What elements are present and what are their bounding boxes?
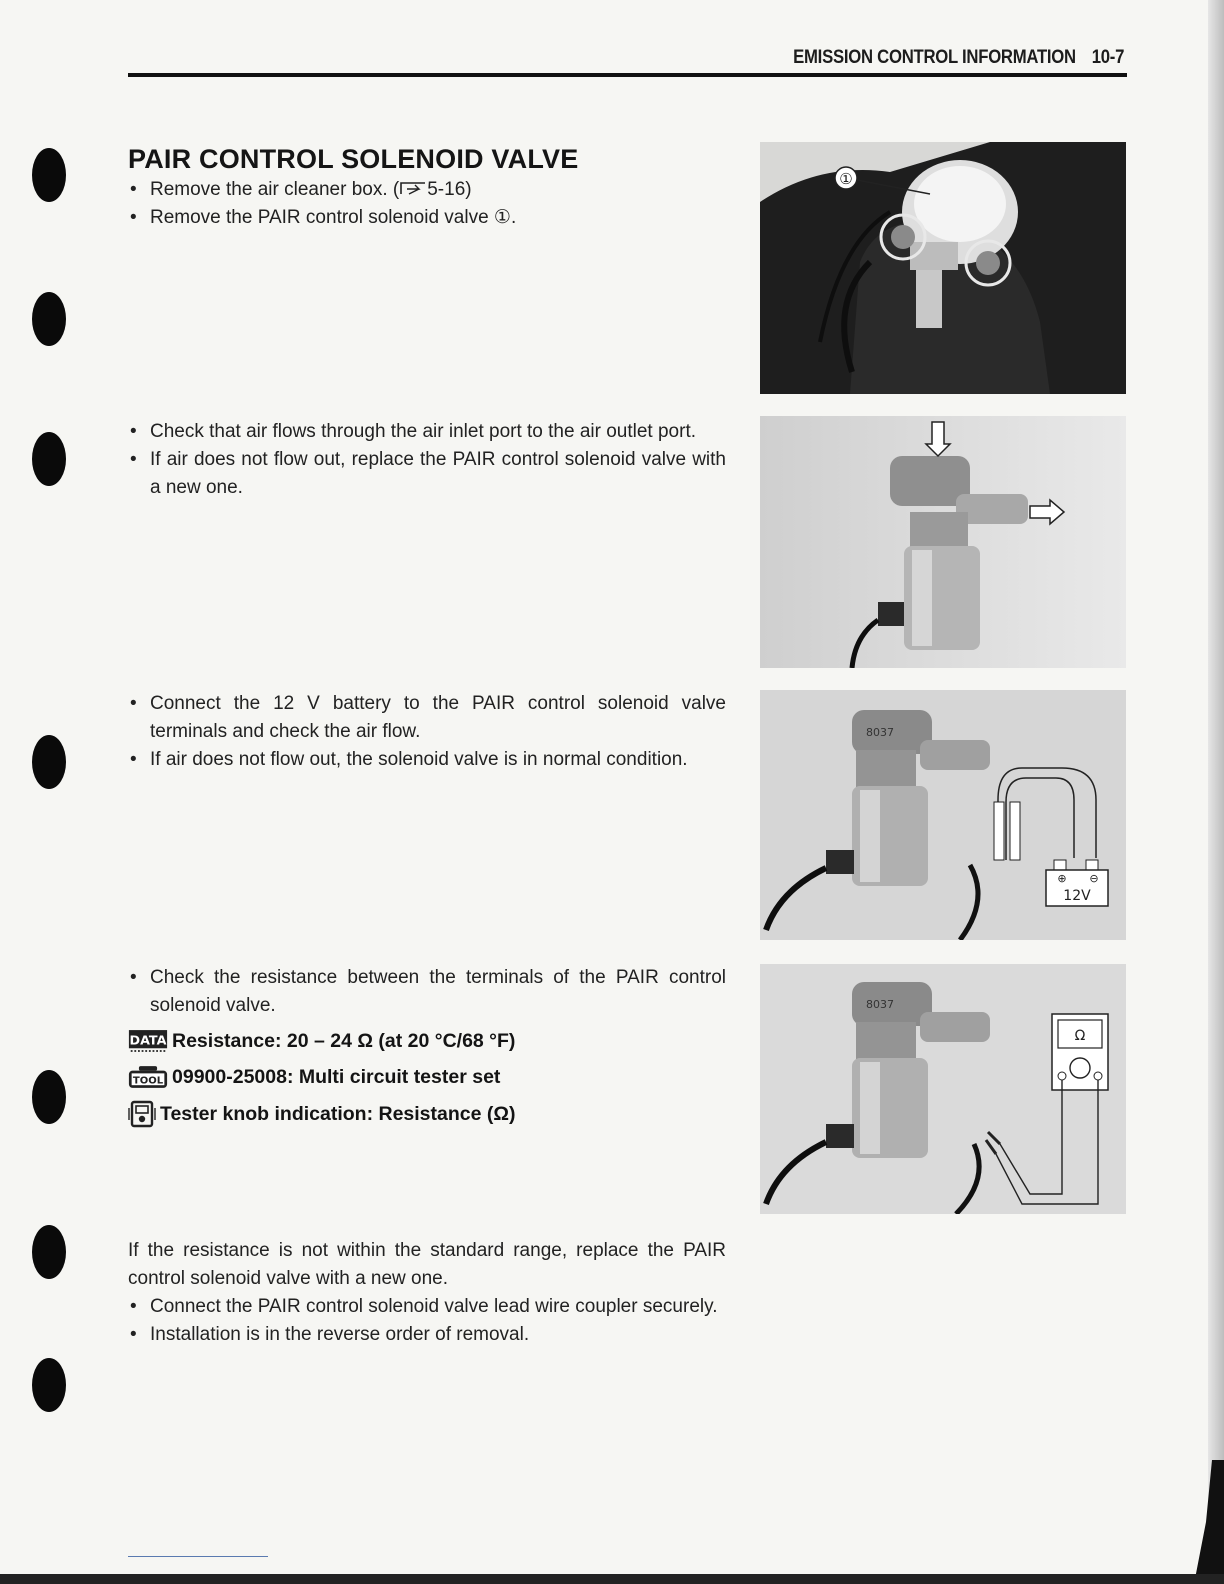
tester-knob-indication: Tester knob indication: Resistance (Ω) [160,1102,516,1125]
bullet-connect-coupler: • Connect the PAIR control solenoid valve lead wire coupler securely. [128,1293,726,1321]
figure-battery-test [760,690,1126,940]
page-number: 10-7 [1091,47,1124,68]
svg-text:①: ① [839,170,853,188]
binder-hole [32,1225,66,1279]
resistance-test-photo [760,964,1126,1214]
data-icon [128,1028,168,1054]
page-bottom-edge [0,1574,1224,1584]
header-rule [128,73,1127,77]
running-header [793,47,1124,69]
svg-text:8037: 8037 [866,998,894,1011]
svg-text:12V: 12V [1063,888,1091,904]
svg-text:⊕: ⊕ [1057,872,1067,885]
step-final [128,1237,726,1349]
footer-rule [128,1556,268,1557]
page-title: PAIR CONTROL SOLENOID VALVE [128,144,579,174]
figure-airflow [760,416,1126,668]
battery-test-photo [760,690,1126,940]
binder-hole [32,1358,66,1412]
step-resistance-check [128,964,726,1020]
resistance-spec: Resistance: 20 – 24 Ω (at 20 °C/68 °F) [172,1029,516,1052]
reference-arrow-icon [399,180,427,196]
airflow-photo [760,416,1126,668]
spec-knob [128,1100,516,1128]
bullet-remove-valve: • Remove the PAIR control solenoid valve ①. [128,204,726,232]
bullet-replace-valve: • If air does not flow out, replace the PAIR control solenoid valve with a new one. [128,446,726,502]
svg-text:DATA: DATA [129,1032,167,1048]
bullet-check-airflow: • Check that air flows through the air inlet port to the air outlet port. [128,418,726,446]
figure-valve-location [760,142,1126,394]
section-title: EMISSION CONTROL INFORMATION [793,47,1076,68]
step-remove [128,176,726,232]
spec-resistance [128,1028,515,1054]
bullet-remove-air-cleaner: • Remove the air cleaner box. ( 5-16) [128,176,726,204]
special-tool: 09900-25008: Multi circuit tester set [172,1065,501,1088]
figure-resistance-test [760,964,1126,1214]
tool-icon [128,1064,168,1090]
bullet-connect-battery: • Connect the 12 V battery to the PAIR control solenoid valve terminals and check the air flow. [128,690,726,746]
bullet-check-resistance: • Check the resistance between the terminals of the PAIR control solenoid valve. [128,964,726,1020]
svg-text:⊖: ⊖ [1089,872,1099,885]
bullet-installation: • Installation is in the reverse order of removal. [128,1321,726,1349]
binder-hole [32,735,66,789]
step-battery-check [128,690,726,774]
binder-hole [32,1070,66,1124]
binder-hole [32,148,66,202]
tester-knob-icon [128,1100,156,1128]
binder-hole [32,292,66,346]
step-airflow-check [128,418,726,502]
bullet-normal-condition: • If air does not flow out, the solenoid valve is in normal condition. [128,746,726,774]
spec-tool [128,1064,500,1090]
valve-location-photo [760,142,1126,394]
svg-text:8037: 8037 [866,726,894,739]
replace-if-out-of-range: If the resistance is not within the standard range, replace the PAIR control solenoid valve with a new one. [128,1240,726,1289]
page-right-edge [1208,0,1224,1584]
svg-text:Ω: Ω [1074,1028,1086,1044]
binder-hole [32,432,66,486]
svg-text:TOOL: TOOL [132,1075,164,1087]
